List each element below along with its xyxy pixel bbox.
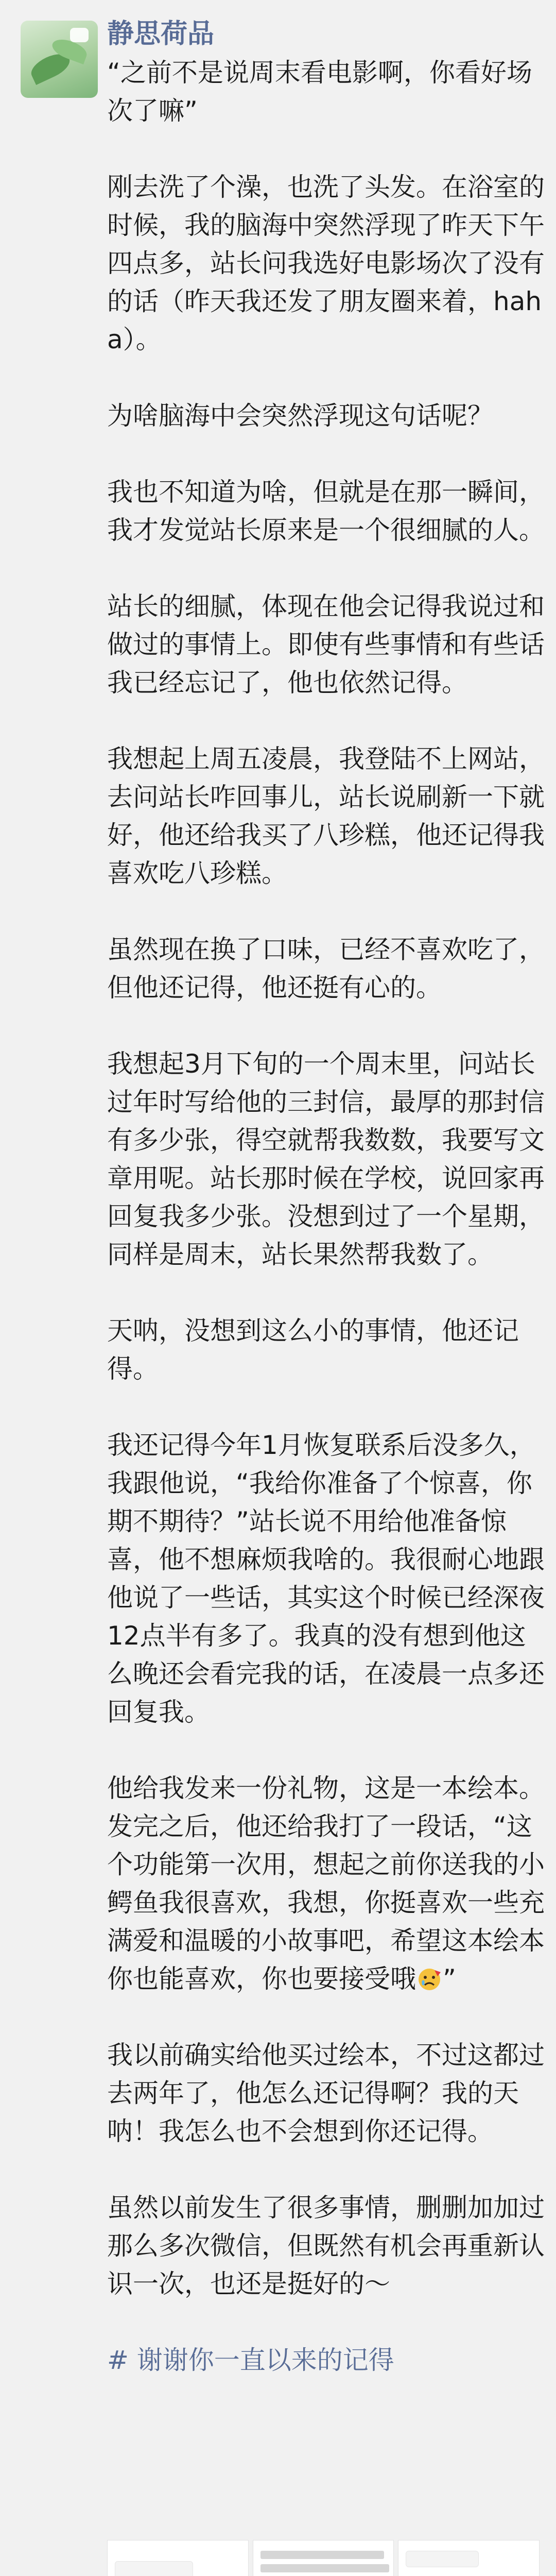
sad-face-emoji-icon bbox=[417, 1967, 442, 1992]
post-paragraph: 我想起3月下旬的一个周末里，问站长过年时写给他的三封信，最厚的那封信有多少张，得空就帮我数数，我要写文章用呢。站长那时候在学校，说回家再回复我多少张。没想到过了一个星期，同样是周末，站长果然帮我数了。 bbox=[107, 1049, 545, 1269]
chat-bubble bbox=[406, 2551, 479, 2567]
text-screenshot-2[interactable] bbox=[253, 2540, 394, 2576]
gift-text: 他给我发来一份礼物，这是一本绘本。发完之后，他还给我打了一段话，“这个功能第一次用，想起之前你送我的小鳄鱼我很喜欢，我想，你挺喜欢一些充满爱和温暖的小故事吧，希望这本绘本你也能喜欢，你也要接受哦 bbox=[107, 1773, 545, 1994]
hashtag-link[interactable]: # 谢谢你一直以来的记得 bbox=[107, 2345, 394, 2375]
image-grid bbox=[107, 2540, 540, 2576]
avatar[interactable] bbox=[21, 21, 98, 98]
post-paragraph: 刚去洗了个澡，也洗了头发。在浴室的时候，我的脑海中突然浮现了昨天下午四点多，站长问我选好电影场次了没有的话（昨天我还发了朋友圈来着，haha）。 bbox=[107, 172, 545, 354]
post-paragraph: 站长的细腻，体现在他会记得我说过和做过的事情上。即使有些事情和有些话我已经忘记了，他也依然记得。 bbox=[107, 591, 545, 698]
gift-text-close: ” bbox=[443, 1964, 456, 1994]
post-paragraph: 我想起上周五凌晨，我登陆不上网站，去问站长咋回事儿，站长说刷新一下就好，他还给我买了八珍糕，他还记得我喜欢吃八珍糕。 bbox=[107, 744, 545, 888]
author-name[interactable]: 静思荷品 bbox=[107, 19, 215, 49]
post-paragraph: “之前不是说周末看电影啊，你看好场次了嘛” bbox=[107, 58, 532, 126]
post-paragraph: 虽然现在换了口味，已经不喜欢吃了，但他还记得，他还挺有心的。 bbox=[107, 935, 545, 1003]
post-paragraph: 我还记得今年1月恢复联系后没多久，我跟他说，“我给你准备了个惊喜，你期不期待？”站长说不用给他准备惊喜，他不想麻烦我啥的。我很耐心地跟他说了一些话，其实这个时候已经深夜12点半有多了。我真的没有想到他这么晚还会看完我的话，在凌晨一点多还回复我。 bbox=[107, 1430, 545, 1727]
gift-paragraph bbox=[107, 1769, 546, 1998]
post-paragraph: 天呐，没想到这么小的事情，他还记得。 bbox=[107, 1316, 519, 1384]
post-paragraph: 我也不知道为啥，但就是在那一瞬间，我才发觉站长原来是一个很细腻的人。 bbox=[107, 477, 545, 545]
post-paragraph: 为啥脑海中会突然浮现这句话呢？ bbox=[107, 401, 493, 431]
text-line bbox=[260, 2551, 384, 2559]
post-paragraph: 我以前确实给他买过绘本，不过这都过去两年了，他怎么还记得啊？我的天呐！我怎么也不会想到你还记得。 bbox=[107, 2040, 545, 2146]
chat-bubble bbox=[115, 2561, 193, 2576]
chat-screenshot-3[interactable] bbox=[398, 2540, 540, 2576]
chat-screenshot-1[interactable] bbox=[107, 2540, 249, 2576]
post-content bbox=[107, 54, 546, 2389]
post-paragraph: 虽然以前发生了很多事情，删删加加过那么多次微信，但既然有机会再重新认识一次，也还是挺好的～ bbox=[107, 2193, 545, 2299]
text-line bbox=[260, 2564, 389, 2572]
speech-bubble-icon bbox=[70, 28, 89, 42]
